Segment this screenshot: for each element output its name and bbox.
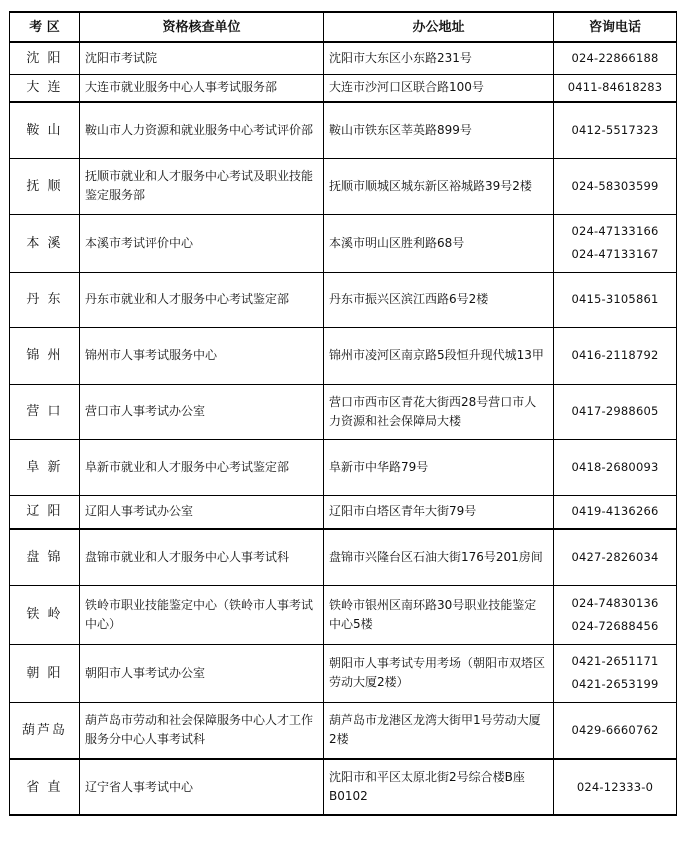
phone-cell <box>554 495 677 529</box>
table-row <box>10 272 677 327</box>
header-region: 考 区 <box>10 12 80 42</box>
unit-cell: 鞍山市人力资源和就业服务中心考试评价部 <box>80 102 324 158</box>
address-cell: 抚顺市顺城区城东新区裕城路39号2楼 <box>324 158 554 214</box>
phone-cell <box>554 214 677 272</box>
region-cell: 葫芦岛 <box>10 702 80 759</box>
address-cell: 沈阳市大东区小东路231号 <box>324 42 554 74</box>
phone-cell <box>554 439 677 495</box>
unit-cell: 葫芦岛市劳动和社会保障服务中心人才工作服务分中心人事考试科 <box>80 702 324 759</box>
phone-cell <box>554 644 677 702</box>
header-unit: 资格核查单位 <box>80 12 324 42</box>
unit-cell: 铁岭市职业技能鉴定中心（铁岭市人事考试中心） <box>80 585 324 644</box>
phone-cell <box>554 272 677 327</box>
phone-cell <box>554 327 677 384</box>
table-row <box>10 439 677 495</box>
address-cell: 铁岭市银州区南环路30号职业技能鉴定中心5楼 <box>324 585 554 644</box>
unit-cell: 丹东市就业和人才服务中心考试鉴定部 <box>80 272 324 327</box>
unit-cell: 朝阳市人事考试办公室 <box>80 644 324 702</box>
phone-cell <box>554 384 677 439</box>
exam-contact-table <box>9 11 677 816</box>
address-cell: 鞍山市铁东区莘英路899号 <box>324 102 554 158</box>
phone-number: 0416-2118792 <box>571 348 659 362</box>
table-row <box>10 529 677 585</box>
region-cell: 朝 阳 <box>10 644 80 702</box>
phone-number: 0415-3105861 <box>571 292 659 306</box>
region-cell: 阜 新 <box>10 439 80 495</box>
address-cell: 朝阳市人事考试专用考场（朝阳市双塔区劳动大厦2楼） <box>324 644 554 702</box>
table-row <box>10 495 677 529</box>
phone-number: 0427-2826034 <box>571 549 659 564</box>
table-header-row <box>10 12 677 42</box>
address-cell: 营口市西市区青花大街西28号营口市人力资源和社会保障局大楼 <box>324 384 554 439</box>
phone-cell <box>554 102 677 158</box>
unit-cell: 锦州市人事考试服务中心 <box>80 327 324 384</box>
phone-number: 024-47133167 <box>571 247 659 261</box>
region-cell: 铁 岭 <box>10 585 80 644</box>
region-cell: 丹 东 <box>10 272 80 327</box>
region-cell: 大 连 <box>10 74 80 102</box>
unit-cell: 沈阳市考试院 <box>80 42 324 74</box>
address-cell: 大连市沙河口区联合路100号 <box>324 74 554 102</box>
phone-cell <box>554 74 677 102</box>
phone-number: 0429-6660762 <box>571 722 659 737</box>
phone-number: 0419-4136266 <box>571 504 659 519</box>
address-cell: 锦州市凌河区南京路5段恒升现代城13甲 <box>324 327 554 384</box>
region-cell: 抚 顺 <box>10 158 80 214</box>
phone-number: 0421-2653199 <box>571 677 659 691</box>
table-row <box>10 214 677 272</box>
region-cell: 省 直 <box>10 759 80 815</box>
table-row <box>10 102 677 158</box>
phone-number: 024-58303599 <box>571 178 659 193</box>
region-cell: 营 口 <box>10 384 80 439</box>
address-cell: 盘锦市兴隆台区石油大街176号201房间 <box>324 529 554 585</box>
address-cell: 阜新市中华路79号 <box>324 439 554 495</box>
unit-cell: 抚顺市就业和人才服务中心考试及职业技能鉴定服务部 <box>80 158 324 214</box>
region-cell: 沈 阳 <box>10 42 80 74</box>
phone-cell <box>554 702 677 759</box>
address-cell: 辽阳市白塔区青年大街79号 <box>324 495 554 529</box>
phone-number: 024-12333-0 <box>576 779 654 794</box>
phone-number: 024-74830136 <box>571 595 659 610</box>
phone-number: 0418-2680093 <box>571 459 659 474</box>
phone-cell <box>554 585 677 644</box>
phone-cell <box>554 158 677 214</box>
unit-cell: 本溪市考试评价中心 <box>80 214 324 272</box>
phone-number: 0412-5517323 <box>571 122 659 137</box>
unit-cell: 阜新市就业和人才服务中心考试鉴定部 <box>80 439 324 495</box>
phone-number: 024-47133166 <box>571 224 659 238</box>
table-row <box>10 327 677 384</box>
table-row <box>10 585 677 644</box>
unit-cell: 大连市就业服务中心人事考试服务部 <box>80 74 324 102</box>
phone-number: 0411-84618283 <box>567 80 663 95</box>
address-cell: 沈阳市和平区太原北街2号综合楼B座B0102 <box>324 759 554 815</box>
table-row <box>10 702 677 759</box>
region-cell: 本 溪 <box>10 214 80 272</box>
address-cell: 丹东市振兴区滨江西路6号2楼 <box>324 272 554 327</box>
address-cell: 本溪市明山区胜利路68号 <box>324 214 554 272</box>
phone-number: 0417-2988605 <box>571 404 659 418</box>
unit-cell: 辽阳人事考试办公室 <box>80 495 324 529</box>
table-row <box>10 644 677 702</box>
region-cell: 辽 阳 <box>10 495 80 529</box>
phone-number: 0421-2651171 <box>571 654 659 668</box>
table-row <box>10 158 677 214</box>
address-cell: 葫芦岛市龙港区龙湾大街甲1号劳动大厦2楼 <box>324 702 554 759</box>
phone-cell <box>554 42 677 74</box>
table-row <box>10 759 677 815</box>
region-cell: 鞍 山 <box>10 102 80 158</box>
region-cell: 盘 锦 <box>10 529 80 585</box>
region-cell: 锦 州 <box>10 327 80 384</box>
phone-cell <box>554 759 677 815</box>
table-body <box>10 42 677 815</box>
table-row <box>10 42 677 74</box>
phone-number: 024-22866188 <box>571 50 659 65</box>
unit-cell: 盘锦市就业和人才服务中心人事考试科 <box>80 529 324 585</box>
phone-cell <box>554 529 677 585</box>
table-row <box>10 384 677 439</box>
unit-cell: 辽宁省人事考试中心 <box>80 759 324 815</box>
phone-number: 024-72688456 <box>571 618 659 633</box>
header-address: 办公地址 <box>324 12 554 42</box>
table-row <box>10 74 677 102</box>
unit-cell: 营口市人事考试办公室 <box>80 384 324 439</box>
header-phone: 咨询电话 <box>554 12 677 42</box>
